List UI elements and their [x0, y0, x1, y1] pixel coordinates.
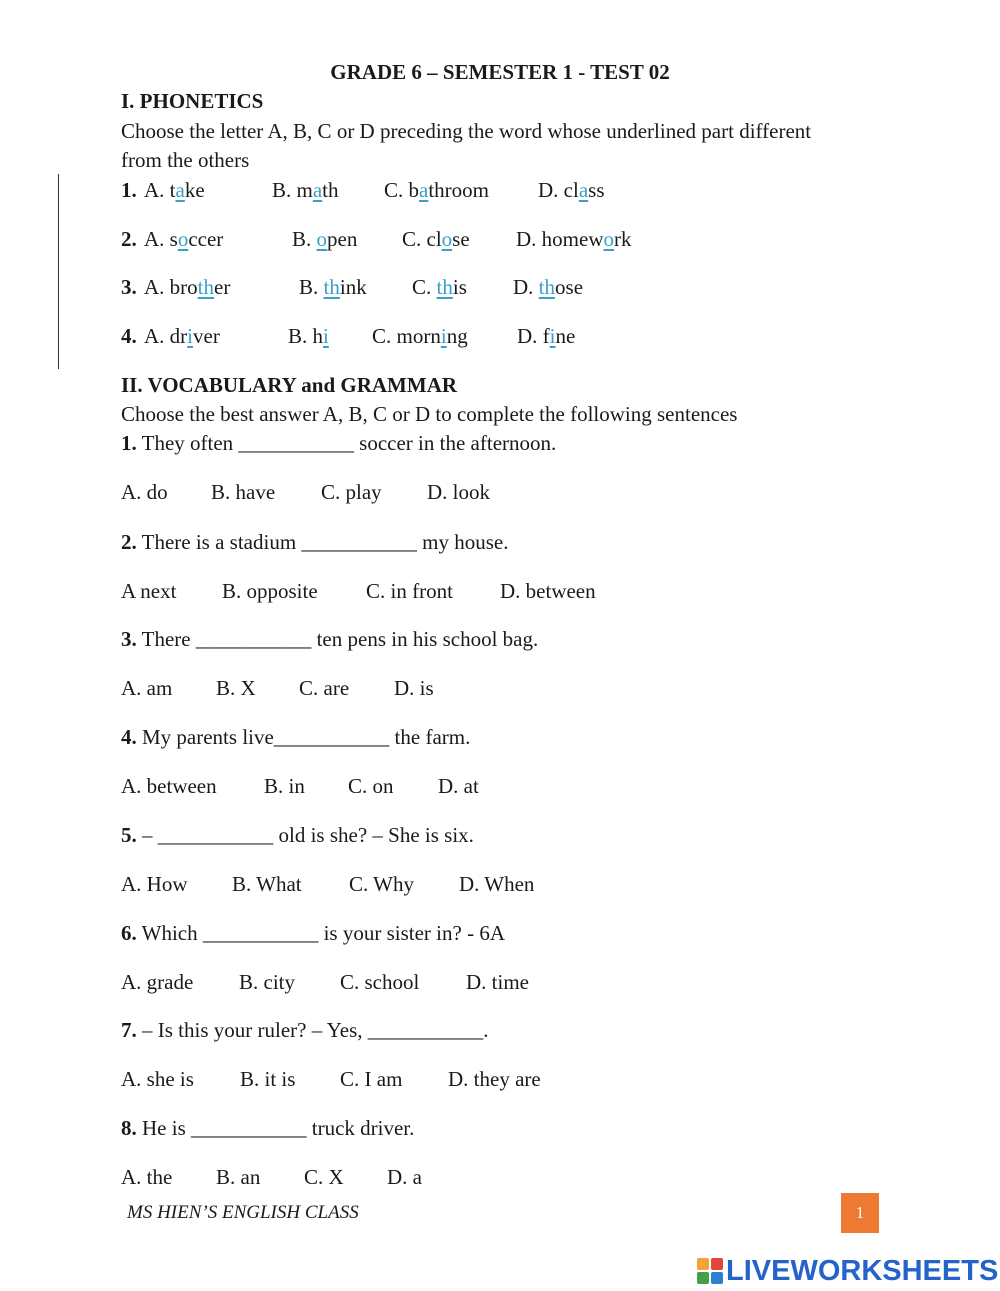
vocabulary-question — [121, 430, 556, 456]
phonetics-instruction-line2: from the others — [121, 148, 250, 172]
answer-option[interactable] — [144, 323, 220, 349]
answer-option[interactable]: C. Why — [349, 872, 414, 896]
answer-option[interactable] — [144, 274, 230, 300]
option-text: D. cl — [538, 178, 579, 202]
answer-option[interactable]: C. play — [321, 480, 382, 504]
underlined-part: i — [323, 324, 329, 348]
option-text: ke — [184, 178, 205, 202]
option-text: ose — [555, 275, 584, 299]
answer-option[interactable]: A next — [121, 579, 177, 603]
phonetics-question — [121, 226, 632, 252]
answer-option[interactable]: C. are — [299, 676, 350, 700]
option-text: B. — [292, 227, 317, 251]
answer-option[interactable] — [372, 323, 468, 349]
answer-option[interactable]: A. between — [121, 774, 217, 798]
option-text: B. — [299, 275, 324, 299]
answer-option[interactable]: C. X — [304, 1165, 344, 1189]
option-text: C. b — [384, 178, 420, 202]
question-number: 4. — [121, 725, 137, 749]
question-number: 8. — [121, 1116, 137, 1140]
page-title: GRADE 6 – SEMESTER 1 - TEST 02 — [330, 60, 670, 84]
vocabulary-question — [121, 1115, 414, 1141]
answer-option[interactable] — [402, 226, 470, 252]
answer-option[interactable] — [292, 226, 357, 252]
answer-option[interactable] — [144, 177, 205, 203]
underlined-part: a — [312, 178, 323, 202]
answer-option[interactable]: B. it is — [240, 1067, 296, 1091]
phonetics-instruction-line1: Choose the letter A, B, C or D preceding the word whose underlined part different — [121, 119, 812, 143]
answer-option[interactable]: D. at — [438, 774, 479, 798]
underlined-part: th — [197, 275, 215, 299]
answer-option[interactable] — [144, 226, 223, 252]
option-text: A. dr — [144, 324, 188, 348]
question-number: 1. — [121, 431, 137, 455]
answer-option[interactable]: C. in front — [366, 579, 453, 603]
option-text: B. m — [272, 178, 313, 202]
phonetics-question — [121, 177, 605, 203]
option-text: B. h — [288, 324, 324, 348]
phonetics-question — [121, 323, 576, 349]
answer-option[interactable]: B. have — [211, 480, 276, 504]
answer-option[interactable]: A. am — [121, 676, 173, 700]
answer-option[interactable] — [288, 323, 329, 349]
option-text: C. cl — [402, 227, 442, 251]
option-text: throom — [428, 178, 490, 202]
option-text: ss — [588, 178, 605, 202]
answer-option[interactable] — [384, 177, 489, 203]
liveworksheets-wordmark: LIVEWORKSHEETS — [726, 1255, 999, 1287]
answer-option[interactable]: B. an — [216, 1165, 261, 1189]
question-text: They often ___________ soccer in the afternoon. — [141, 431, 557, 455]
underlined-part: a — [419, 178, 429, 202]
question-text: There is a stadium ___________ my house. — [141, 530, 509, 554]
question-text: – Is this your ruler? – Yes, ___________. — [142, 1018, 489, 1042]
answer-option[interactable]: C. I am — [340, 1067, 403, 1091]
vocabulary-question — [121, 626, 538, 652]
underlined-part: th — [323, 275, 340, 299]
underlined-part: o — [441, 227, 453, 251]
option-text: ng — [446, 324, 468, 348]
answer-option[interactable]: C. school — [340, 970, 420, 994]
vocabulary-question — [121, 529, 509, 555]
option-text: er — [214, 275, 231, 299]
liveworksheets-logo-icon — [697, 1258, 723, 1284]
vocabulary-question — [121, 724, 470, 750]
option-text: rk — [614, 227, 632, 251]
footer-class-name: MS HIEN’S ENGLISH CLASS — [127, 1202, 359, 1223]
option-text: is — [452, 275, 467, 299]
underlined-part: o — [603, 227, 614, 251]
answer-option[interactable]: D. they are — [448, 1067, 541, 1091]
option-text: A. t — [144, 178, 176, 202]
answer-option[interactable]: B. in — [264, 774, 305, 798]
question-number: 3. — [121, 275, 137, 299]
option-text: A. bro — [144, 275, 198, 299]
question-text: My parents live___________ the farm. — [142, 725, 471, 749]
answer-option[interactable]: D. time — [466, 970, 529, 994]
answer-option[interactable]: C. on — [348, 774, 394, 798]
answer-option[interactable] — [513, 274, 583, 300]
option-text: A. s — [144, 227, 178, 251]
option-text: D. f — [517, 324, 550, 348]
question-text: Which ___________ is your sister in? - 6A — [141, 921, 505, 945]
question-number: 2. — [121, 227, 137, 251]
underlined-part: i — [187, 324, 194, 348]
answer-option[interactable]: A. she is — [121, 1067, 194, 1091]
answer-option[interactable]: D. is — [394, 676, 434, 700]
underlined-part: th — [538, 275, 556, 299]
answer-option[interactable] — [299, 274, 367, 300]
underlined-part: a — [578, 178, 589, 202]
section-phonetics-heading: I. PHONETICS — [121, 89, 264, 113]
answer-option[interactable]: D. a — [387, 1165, 422, 1189]
liveworksheets-brand — [697, 1255, 998, 1287]
option-text: ver — [193, 324, 220, 348]
option-text: pen — [327, 227, 358, 251]
option-text: C. — [412, 275, 437, 299]
option-text: th — [322, 178, 339, 202]
vocabulary-question — [121, 1017, 489, 1043]
question-number: 4. — [121, 324, 137, 348]
answer-option[interactable]: B. X — [216, 676, 256, 700]
option-text: D. homew — [516, 227, 604, 251]
answer-option[interactable]: B. opposite — [222, 579, 318, 603]
page-number-badge: 1 — [841, 1193, 879, 1233]
question-number: 7. — [121, 1018, 137, 1042]
answer-option[interactable]: D. When — [459, 872, 535, 896]
answer-option[interactable] — [538, 177, 605, 203]
answer-option[interactable]: A. do — [121, 480, 168, 504]
option-text: se — [452, 227, 470, 251]
answer-option[interactable]: A. grade — [121, 970, 194, 994]
question-text: He is ___________ truck driver. — [142, 1116, 415, 1140]
underlined-part: i — [440, 324, 447, 348]
option-text: D. — [513, 275, 539, 299]
answer-option[interactable]: B. What — [232, 872, 302, 896]
question-text: There ___________ ten pens in his school bag. — [141, 627, 539, 651]
underlined-part: o — [316, 227, 328, 251]
underlined-part: a — [175, 178, 185, 202]
answer-option[interactable] — [412, 274, 467, 300]
underlined-part: o — [177, 227, 189, 251]
phonetics-question — [121, 274, 584, 300]
answer-option[interactable] — [272, 177, 339, 203]
answer-option[interactable] — [516, 226, 632, 252]
answer-option[interactable]: A. How — [121, 872, 188, 896]
question-text: – ___________ old is she? – She is six. — [142, 823, 474, 847]
answer-option[interactable]: A. the — [121, 1165, 173, 1189]
question-number: 2. — [121, 530, 137, 554]
vocabulary-instruction: Choose the best answer A, B, C or D to complete the following sentences — [121, 402, 738, 426]
underlined-part: i — [549, 324, 556, 348]
vocabulary-question — [121, 822, 474, 848]
question-number: 1. — [121, 178, 137, 202]
option-text: ccer — [188, 227, 224, 251]
vocabulary-question — [121, 920, 505, 946]
question-number: 6. — [121, 921, 137, 945]
answer-option[interactable] — [517, 323, 575, 349]
underlined-part: th — [436, 275, 453, 299]
section-vocabulary-heading: II. VOCABULARY and GRAMMAR — [121, 373, 458, 397]
answer-option[interactable]: D. between — [500, 579, 596, 603]
option-text: ink — [339, 275, 367, 299]
question-number: 3. — [121, 627, 137, 651]
option-text: C. morn — [372, 324, 441, 348]
question-number: 5. — [121, 823, 137, 847]
option-text: ne — [555, 324, 576, 348]
answer-option[interactable]: D. look — [427, 480, 490, 504]
answer-option[interactable]: B. city — [239, 970, 295, 994]
margin-bar — [58, 174, 59, 369]
